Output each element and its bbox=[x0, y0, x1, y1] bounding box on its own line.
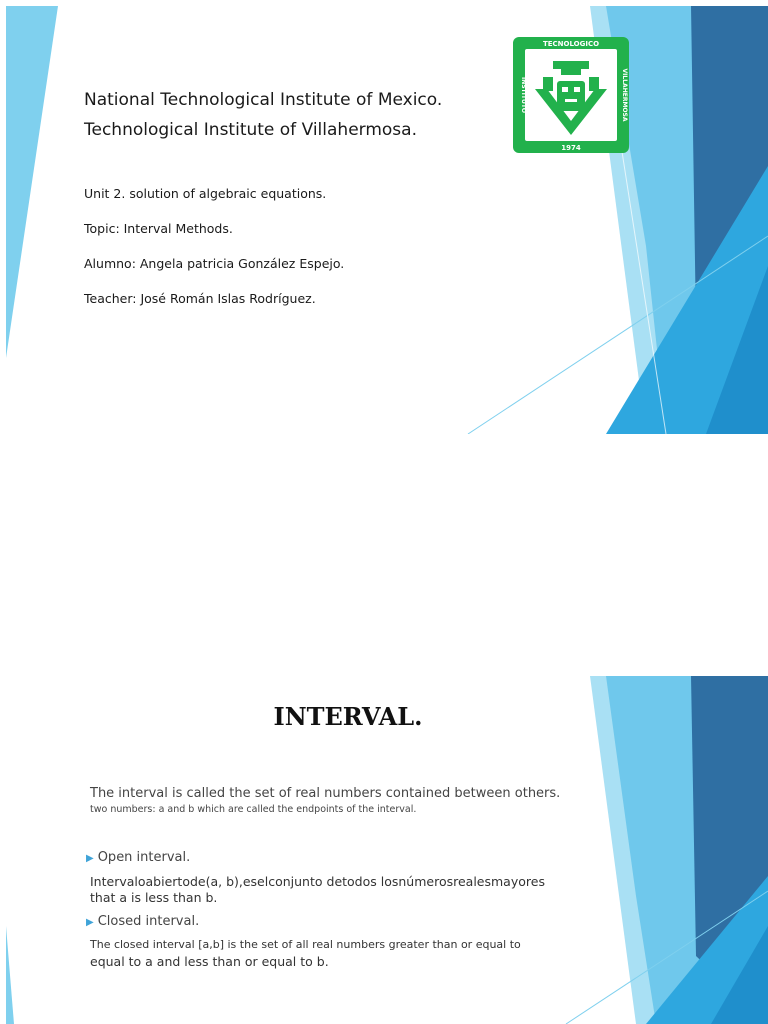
campus-name: Technological Institute of Villahermosa. bbox=[84, 120, 417, 140]
definition-text: The interval is called the set of real numbers contained between others. bbox=[90, 786, 561, 801]
slide-decoration bbox=[6, 6, 768, 434]
svg-text:INSTITUTO: INSTITUTO bbox=[520, 76, 527, 114]
closed-interval-text-line2: equal to a and less than or equal to b. bbox=[90, 954, 329, 969]
closed-interval-text-line1: The closed interval [a,b] is the set of all real numbers greater than or equal to bbox=[90, 938, 521, 951]
student-text: Alumno: Angela patricia González Espejo. bbox=[84, 256, 345, 271]
title-slide bbox=[6, 6, 768, 434]
institution-name: National Technological Institute of Mexico. bbox=[84, 90, 443, 110]
closed-interval-label: Closed interval. bbox=[97, 914, 200, 929]
open-interval-text-line1: Intervaloabiertode(a, b),eselconjunto detodos losnúmerosrealesmayores bbox=[90, 874, 545, 889]
interval-slide bbox=[6, 676, 768, 1024]
definition-subtext: two numbers: a and b which are called the endpoints of the interval. bbox=[90, 804, 417, 815]
bullet-arrow-icon: ▶ bbox=[86, 853, 94, 864]
teacher-text: Teacher: José Román Islas Rodríguez. bbox=[84, 291, 316, 306]
left-accent-shape-2 bbox=[6, 926, 14, 1024]
open-interval-label: Open interval. bbox=[97, 850, 191, 865]
open-interval-text-line2: that a is less than b. bbox=[90, 890, 218, 905]
institution-logo bbox=[513, 37, 629, 153]
logo-emblem bbox=[513, 37, 629, 153]
topic-text: Topic: Interval Methods. bbox=[84, 221, 233, 236]
svg-text:TECNOLOGICO: TECNOLOGICO bbox=[542, 40, 600, 48]
open-interval-bullet bbox=[86, 850, 190, 865]
svg-text:1974: 1974 bbox=[561, 144, 581, 152]
closed-interval-bullet bbox=[86, 914, 199, 929]
slide-title: INTERVAL. bbox=[273, 702, 423, 731]
bullet-arrow-icon: ▶ bbox=[86, 917, 94, 928]
unit-text: Unit 2. solution of algebraic equations. bbox=[84, 186, 327, 201]
left-accent-shape bbox=[6, 6, 58, 358]
svg-text:VILLAHERMOSA: VILLAHERMOSA bbox=[621, 68, 628, 122]
